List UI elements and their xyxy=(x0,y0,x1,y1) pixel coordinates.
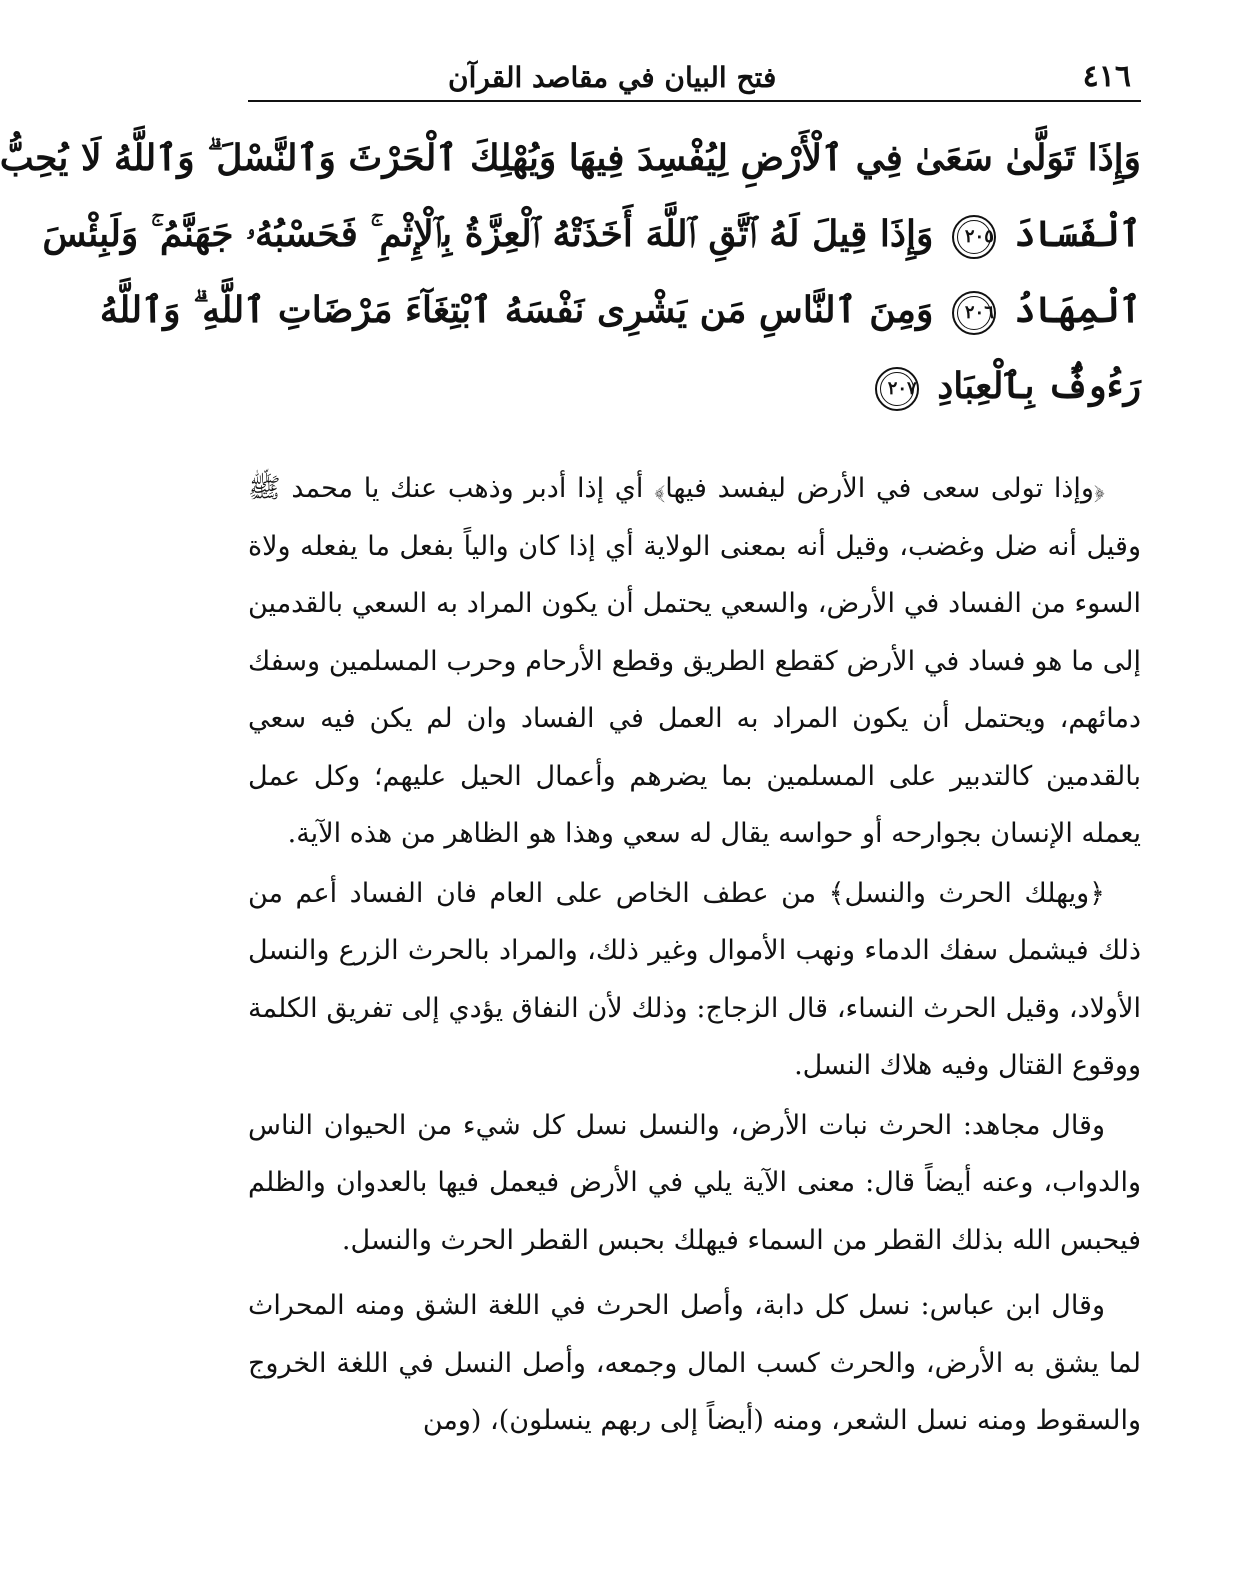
ayah-number-marker: ٢٠٦ xyxy=(952,291,996,335)
running-title: فتح البيان في مقاصد القرآن xyxy=(448,61,777,94)
verse-text: وَإِذَا قِيلَ لَهُ ٱتَّقِ ٱللَّهَ أَخَذَتْهُ ٱلْعِزَّةُ بِٱلْإِثْمِ ۚ فَحَسْبُهُۥ جَهَنَّمُ ۚ وَلَبِئْسَ xyxy=(42,213,934,255)
verse-line-1 xyxy=(0,120,1141,196)
ayah-number-marker: ٢٠٧ xyxy=(875,367,919,411)
commentary-body xyxy=(248,460,1141,1450)
page-header xyxy=(248,56,1141,102)
commentary-paragraph: ﴿ويهلك الحرث والنسل﴾ من عطف الخاص على العام فان الفساد أعم من ذلك فيشمل سفك الدماء ونهب الأموال وغير ذلك، والمراد بالحرث الزرع والنسل الأولاد، وقيل الحرث النساء، قال الزجاج: وذلك لأن النفاق يؤدي إلى تفريق الكلمة ووقوع القتال وفيه هلاك النسل. xyxy=(248,877,1141,1081)
verse-line-3 xyxy=(99,272,1141,348)
verse-text: ٱلْفَسَادَ xyxy=(1014,213,1141,255)
verse-text: وَإِذَا تَوَلَّىٰ سَعَىٰ فِي ٱلْأَرْضِ لِيُفْسِدَ فِيهَا وَيُهْلِكَ ٱلْحَرْثَ وَٱلنَّسْلَ ۗ وَٱللَّهُ لَا يُحِبُّ xyxy=(0,137,1141,179)
verse-line-2 xyxy=(42,196,1141,272)
commentary-paragraph: وقال ابن عباس: نسل كل دابة، وأصل الحرث في اللغة الشق ومنه المحراث لما يشق به الأرض، والحرث كسب المال وجمعه، وأصل النسل في اللغة الخروج والسقوط ومنه نسل الشعر، ومنه (أيضاً إلى ربهم ينسلون)، (ومن xyxy=(248,1290,1141,1436)
ayah-number-marker: ٢٠٥ xyxy=(952,215,996,259)
commentary-paragraph: وقال مجاهد: الحرث نبات الأرض، والنسل نسل كل شيء من الحيوان الناس والدواب، وعنه أيضاً قال: معنى الآية يلي في الأرض فيعمل فيها بالعدوان والظلم فيحبس الله بذلك القطر من السماء فيهلك بحبس القطر الحرث والنسل. xyxy=(248,1109,1141,1256)
verse-line-4 xyxy=(248,348,1141,424)
page-number: ٤١٦ xyxy=(1082,59,1131,94)
verse-text: ٱلْمِهَادُ xyxy=(1014,289,1141,331)
quran-verses xyxy=(0,120,1141,420)
verse-text: وَمِنَ ٱلنَّاسِ مَن يَشْرِى نَفْسَهُ ٱبْتِغَآءَ مَرْضَاتِ ٱللَّهِ ۗ وَٱللَّهُ xyxy=(99,289,934,331)
verse-text: رَءُوفٌۢ بِٱلْعِبَادِ xyxy=(937,365,1141,407)
commentary-paragraph: ﴿وإذا تولى سعى في الأرض ليفسد فيها﴾ أي إذا أدبر وذهب عنك يا محمد ﷺ وقيل أنه ضل وغضب، وقيل أنه بمعنى الولاية أي إذا كان والياً بفعل ما يفعله ولاة السوء من الفساد في الأرض، والسعي يحتمل أن يكون المراد به السعي بالقدمين إلى ما هو فساد في الأرض كقطع الطريق وقطع الأرحام وحرب المسلمين وسفك دمائهم، ويحتمل أن يكون المراد به العمل في الفساد وان لم يكن فيه سعي بالقدمين كالتدبير على المسلمين بما يضرهم وأعمال الحيل عليهم؛ وكل عمل يعمله الإنسان بجوارحه أو حواسه يقال له سعي وهذا هو الظاهر من هذه الآية. xyxy=(248,473,1141,849)
